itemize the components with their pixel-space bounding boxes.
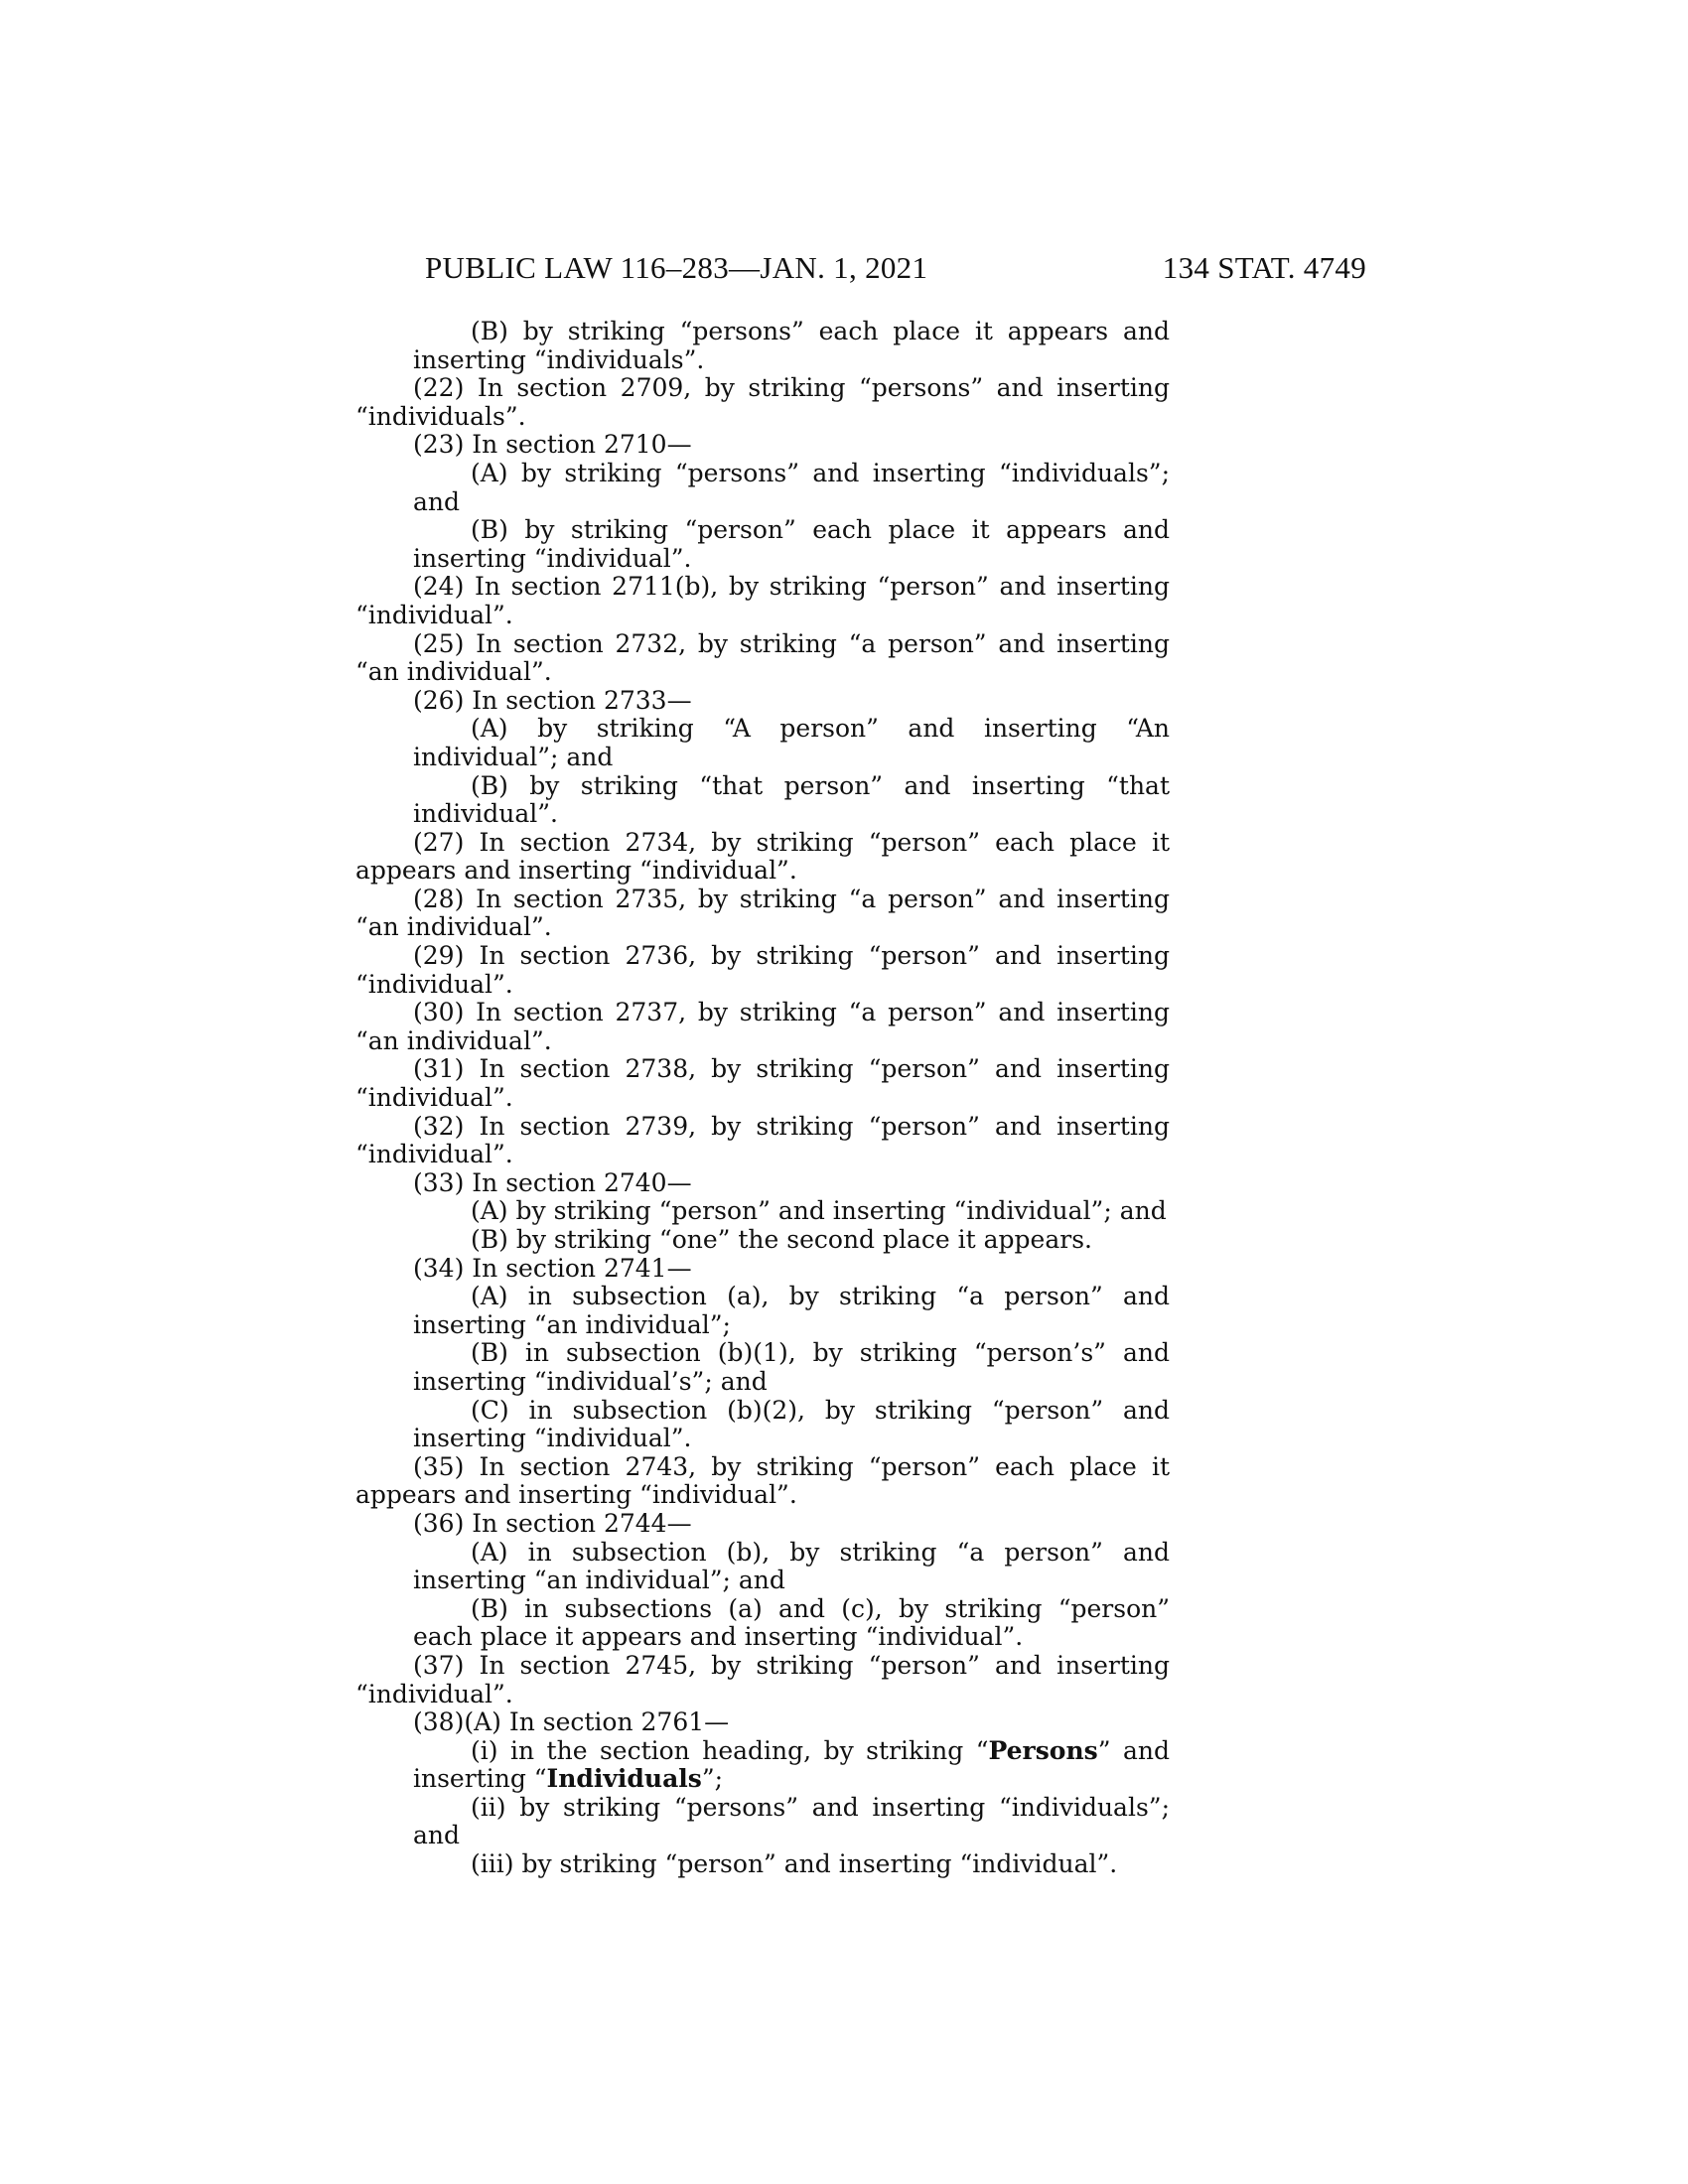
document-body — [355, 318, 1170, 1879]
paragraph: (29) In section 2736, by striking “person” and inserting “individual”. — [355, 941, 1170, 999]
subparagraph: (A) by striking “A person” and inserting “An individual”; and — [413, 714, 1170, 771]
subparagraph — [355, 1737, 1170, 1794]
subparagraph: (A) by striking “persons” and inserting “individuals”; and — [413, 458, 1170, 516]
bold-term: Individuals — [546, 1764, 702, 1794]
page-header — [425, 250, 1366, 290]
subparagraph: (B) by striking “that person” and inserting “that individual”. — [413, 770, 1170, 829]
paragraph: (37) In section 2745, by striking “person” and inserting “individual”. — [355, 1650, 1170, 1708]
paragraph: (32) In section 2739, by striking “person” and inserting “individual”. — [355, 1111, 1170, 1169]
paragraph: (30) In section 2737, by striking “a person” and inserting “an individual”. — [355, 998, 1170, 1055]
subparagraph: (B) by striking “one” the second place it appears. — [471, 1225, 1092, 1254]
statute-page-number: 134 STAT. 4749 — [1162, 250, 1366, 285]
text-run: (i) in the section heading, by striking “ — [471, 1735, 989, 1765]
subparagraph: (ii) by striking “persons” and inserting “individuals”; and — [413, 1792, 1170, 1850]
paragraph: (31) In section 2738, by striking “person” and inserting “individual”. — [355, 1054, 1170, 1113]
running-head-title: PUBLIC LAW 116–283—JAN. 1, 2021 — [425, 250, 928, 285]
subparagraph: (B) in subsections (a) and (c), by striking “person” each place it appears and inserting “individual”. — [413, 1593, 1170, 1652]
paragraph: (23) In section 2710— — [413, 430, 692, 460]
paragraph: (36) In section 2744— — [413, 1508, 692, 1538]
subparagraph: (iii) by striking “person” and inserting “individual”. — [471, 1849, 1118, 1879]
paragraph: (25) In section 2732, by striking “a person” and inserting “an individual”. — [355, 628, 1170, 687]
paragraph: (26) In section 2733— — [413, 685, 692, 715]
subparagraph: (A) by striking “person” and inserting “individual”; and — [471, 1196, 1167, 1226]
subparagraph: (C) in subsection (b)(2), by striking “person” and inserting “individual”. — [413, 1395, 1170, 1453]
paragraph: (34) In section 2741— — [413, 1253, 692, 1283]
subparagraph: (B) in subsection (b)(1), by striking “person’s” and inserting “individual’s”; and — [413, 1338, 1170, 1396]
subparagraph: (A) in subsection (a), by striking “a person” and inserting “an individual”; — [413, 1282, 1170, 1339]
text-run: ” and inserting “ — [413, 1735, 1170, 1794]
paragraph: (22) In section 2709, by striking “persons” and inserting “individuals”. — [355, 373, 1170, 431]
paragraph: (28) In section 2735, by striking “a person” and inserting “an individual”. — [355, 884, 1170, 942]
paragraph: (33) In section 2740— — [413, 1167, 692, 1197]
subparagraph: (B) by striking “persons” each place it appears and inserting “individuals”. — [413, 317, 1170, 374]
paragraph: (27) In section 2734, by striking “person” each place it appears and inserting “individual”. — [355, 827, 1170, 886]
bold-term: Persons — [988, 1735, 1098, 1765]
paragraph: (24) In section 2711(b), by striking “person” and inserting “individual”. — [355, 572, 1170, 629]
subparagraph: (A) in subsection (b), by striking “a person” and inserting “an individual”; and — [413, 1537, 1170, 1595]
subparagraph: (B) by striking “person” each place it appears and inserting “individual”. — [413, 515, 1170, 573]
text-run: ”; — [701, 1764, 724, 1794]
paragraph: (38)(A) In section 2761— — [413, 1707, 730, 1737]
paragraph: (35) In section 2743, by striking “person” each place it appears and inserting “individual”. — [355, 1451, 1170, 1510]
